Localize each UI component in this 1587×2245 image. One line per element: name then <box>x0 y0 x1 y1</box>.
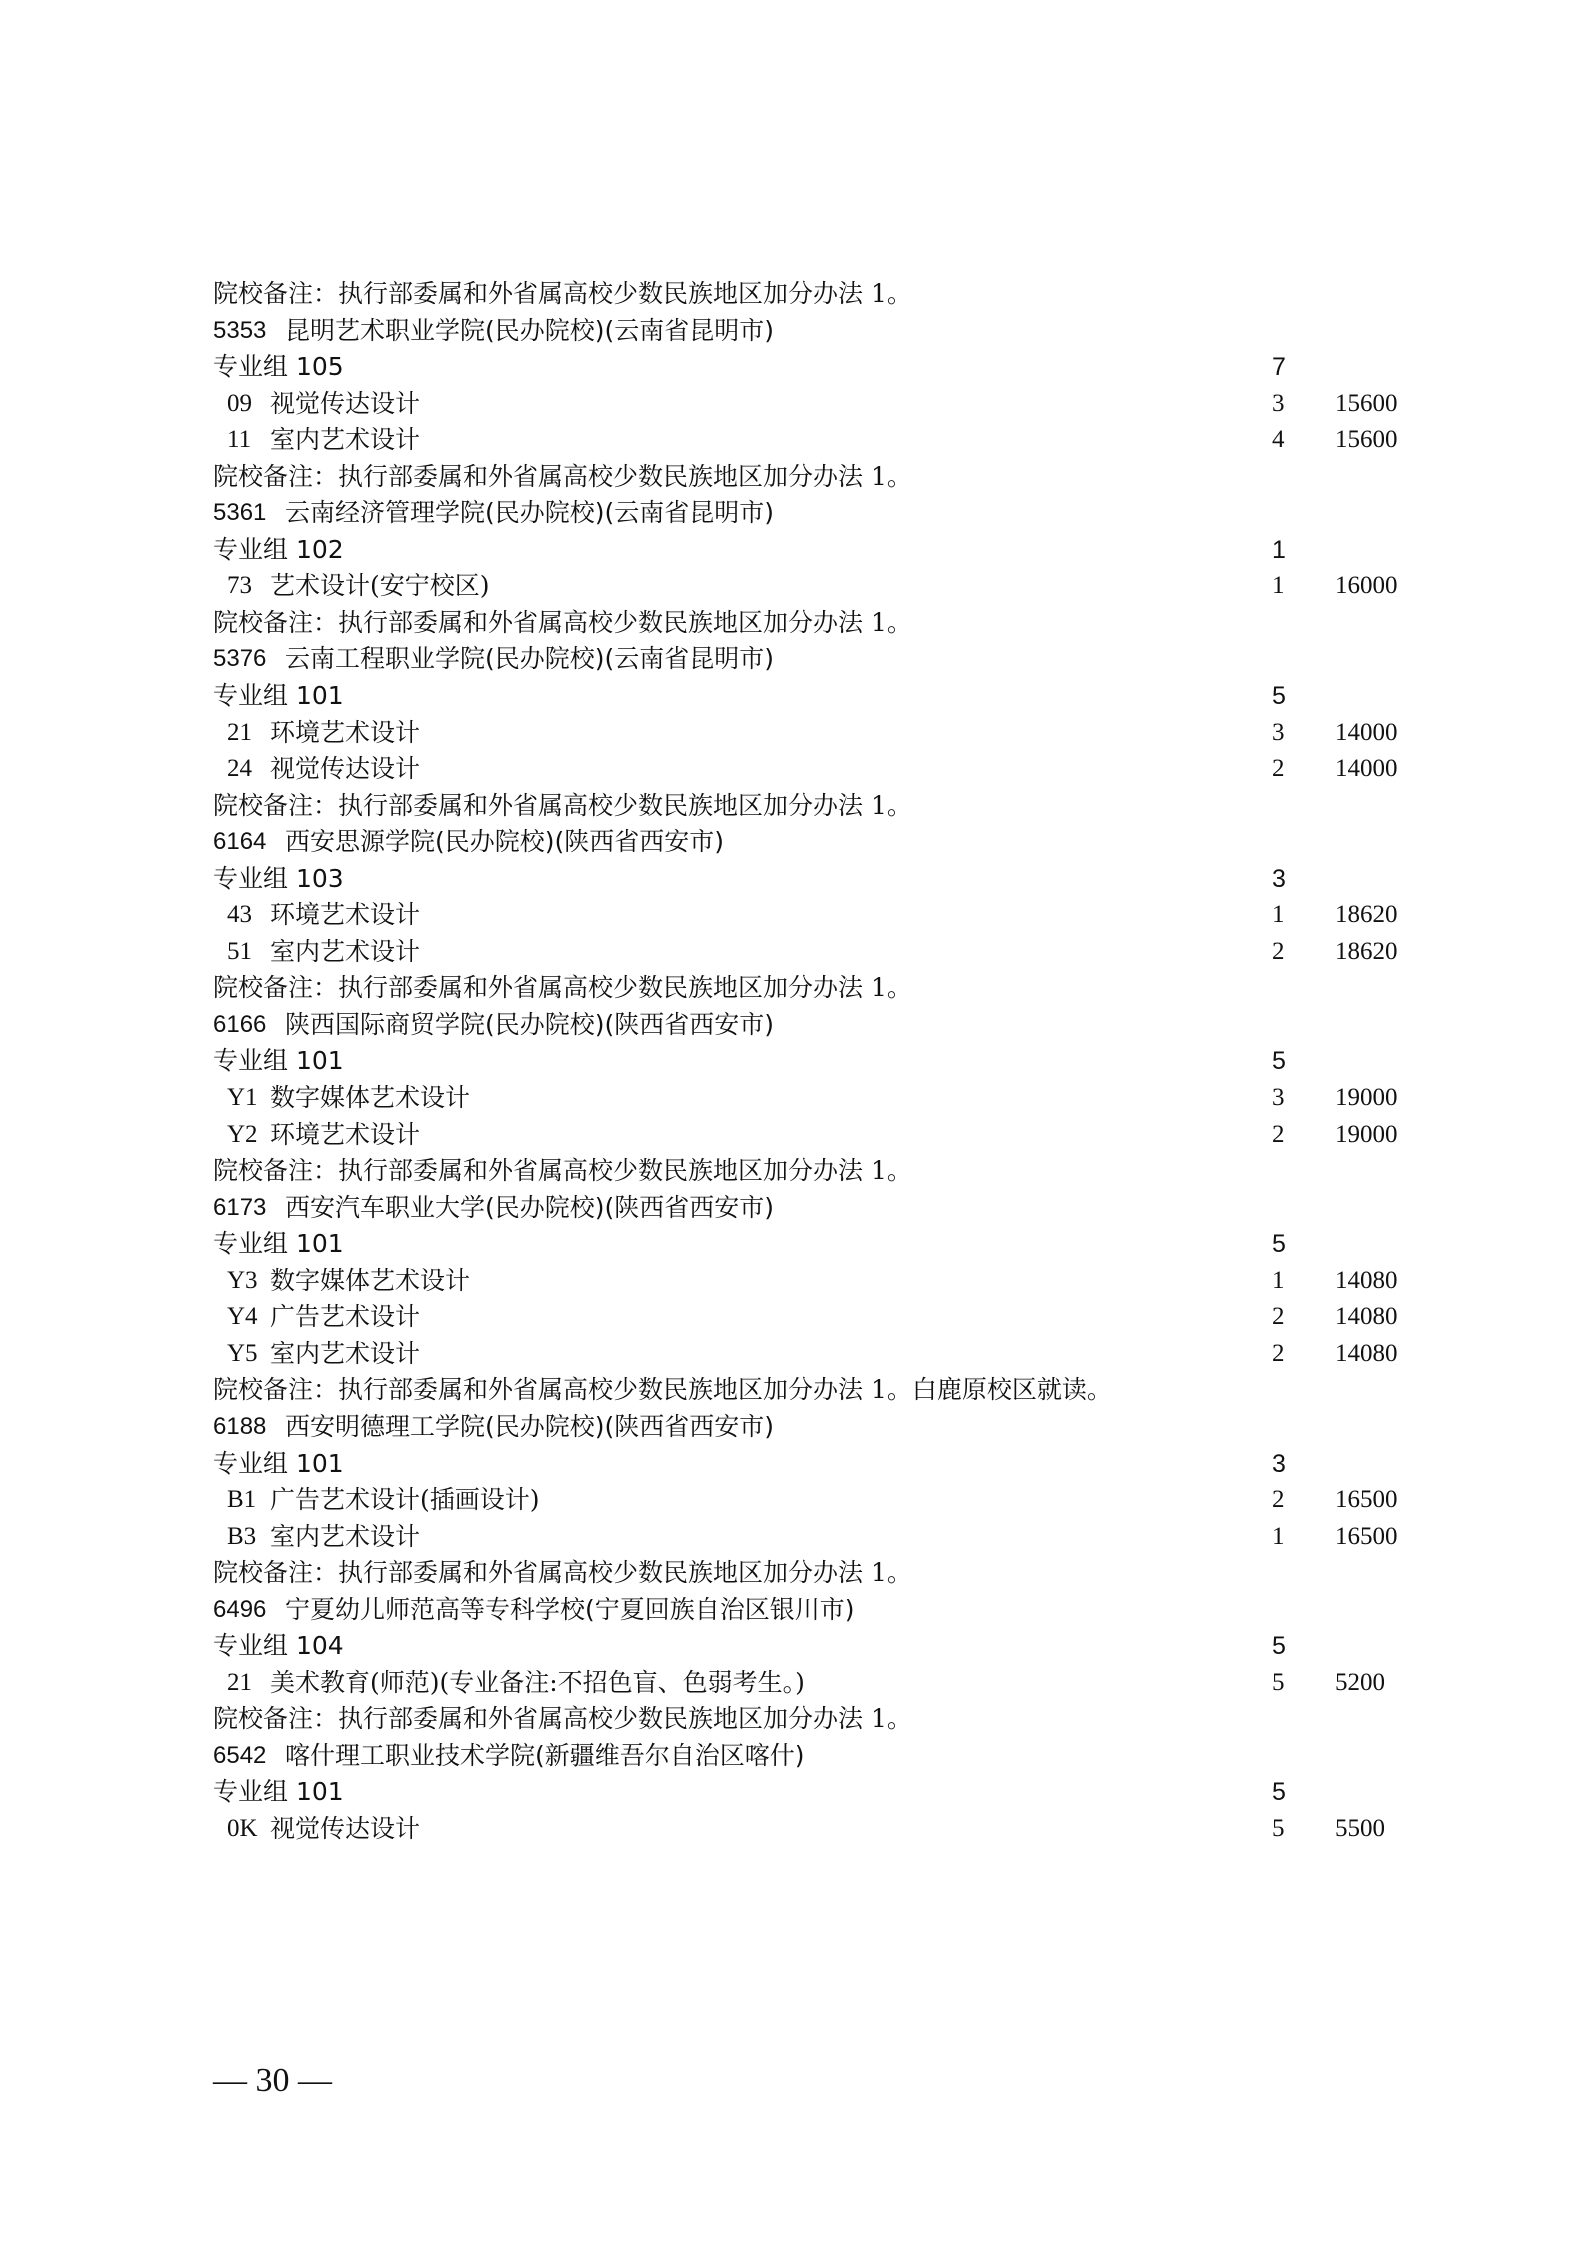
code-cell: Y5 <box>227 1339 258 1367</box>
major-group-line <box>213 1774 1413 1811</box>
tuition-fee: 5200 <box>1335 1668 1385 1696</box>
plan-count: 7 <box>1272 353 1286 382</box>
code-cell: Y4 <box>227 1303 258 1331</box>
major-row <box>213 568 1413 605</box>
line-text: 专业组 105 <box>213 352 344 382</box>
line-text: 院校备注：执行部委属和外省属高校少数民族地区加分办法 1。 <box>213 1558 912 1588</box>
school-header-line <box>213 641 1413 678</box>
name-cell: 环境艺术设计 <box>270 1119 421 1149</box>
code-cell: 5361 <box>213 499 267 527</box>
code-cell: 0K <box>227 1814 258 1842</box>
major-row <box>213 422 1413 459</box>
plan-count: 2 <box>1272 1339 1285 1367</box>
line-text: 专业组 103 <box>213 863 344 893</box>
school-header-line <box>213 495 1413 532</box>
name-cell: 西安汽车职业大学(民办院校)(陕西省西安市) <box>285 1192 775 1222</box>
name-cell: 广告艺术设计(插画设计) <box>270 1485 540 1515</box>
code-cell: 6496 <box>213 1595 267 1623</box>
school-remark-line <box>213 1701 1413 1738</box>
plan-count: 2 <box>1272 1303 1285 1331</box>
name-cell: 数字媒体艺术设计 <box>270 1265 471 1295</box>
school-header-line <box>213 1007 1413 1044</box>
tuition-fee: 16500 <box>1335 1522 1398 1550</box>
plan-count: 3 <box>1272 864 1286 893</box>
major-row <box>213 1665 1413 1702</box>
tuition-fee: 16500 <box>1335 1486 1398 1514</box>
plan-count: 2 <box>1272 1120 1285 1148</box>
name-cell: 环境艺术设计 <box>270 717 421 747</box>
major-row <box>213 1263 1413 1300</box>
line-text: 院校备注：执行部委属和外省属高校少数民族地区加分办法 1。 <box>213 790 912 820</box>
line-text: 院校备注：执行部委属和外省属高校少数民族地区加分办法 1。 <box>213 1156 912 1186</box>
plan-count: 5 <box>1272 1814 1285 1842</box>
code-cell: 6188 <box>213 1412 267 1440</box>
code-cell: 5353 <box>213 316 267 344</box>
name-cell: 美术教育(师范)(专业备注:不招色盲、色弱考生。) <box>270 1667 805 1697</box>
plan-count: 2 <box>1272 937 1285 965</box>
school-remark-line <box>213 276 1413 313</box>
major-row <box>213 934 1413 971</box>
tuition-fee: 19000 <box>1335 1084 1398 1112</box>
name-cell: 室内艺术设计 <box>270 1338 421 1368</box>
major-group-line <box>213 1628 1413 1665</box>
plan-count: 3 <box>1272 1084 1285 1112</box>
plan-count: 1 <box>1272 901 1285 929</box>
code-cell: 73 <box>227 572 252 600</box>
school-header-line <box>213 1190 1413 1227</box>
school-remark-line <box>213 1372 1413 1409</box>
name-cell: 数字媒体艺术设计 <box>270 1083 471 1113</box>
major-row <box>213 1299 1413 1336</box>
name-cell: 视觉传达设计 <box>270 388 421 418</box>
plan-count: 3 <box>1272 1449 1286 1478</box>
name-cell: 陕西国际商贸学院(民办院校)(陕西省西安市) <box>285 1009 775 1039</box>
line-text: 专业组 101 <box>213 1777 344 1807</box>
major-row <box>213 715 1413 752</box>
line-text: 专业组 101 <box>213 1229 344 1259</box>
name-cell: 云南工程职业学院(民办院校)(云南省昆明市) <box>285 644 775 674</box>
plan-count: 1 <box>1272 572 1285 600</box>
tuition-fee: 18620 <box>1335 901 1398 929</box>
major-group-line <box>213 1226 1413 1263</box>
name-cell: 室内艺术设计 <box>270 425 421 455</box>
school-remark-line <box>213 788 1413 825</box>
school-remark-line <box>213 970 1413 1007</box>
name-cell: 广告艺术设计 <box>270 1302 421 1332</box>
name-cell: 云南经济管理学院(民办院校)(云南省昆明市) <box>285 498 775 528</box>
name-cell: 视觉传达设计 <box>270 754 421 784</box>
school-header-line <box>213 1738 1413 1775</box>
line-text: 院校备注：执行部委属和外省属高校少数民族地区加分办法 1。 <box>213 461 912 491</box>
school-remark-line <box>213 605 1413 642</box>
code-cell: Y3 <box>227 1266 258 1294</box>
name-cell: 宁夏幼儿师范高等专科学校(宁夏回族自治区银川市) <box>285 1594 855 1624</box>
school-header-line <box>213 824 1413 861</box>
tuition-fee: 14080 <box>1335 1303 1398 1331</box>
major-row <box>213 897 1413 934</box>
plan-count: 5 <box>1272 1230 1286 1259</box>
line-text: 专业组 101 <box>213 1046 344 1076</box>
tuition-fee: 14080 <box>1335 1339 1398 1367</box>
tuition-fee: 18620 <box>1335 937 1398 965</box>
school-header-line <box>213 313 1413 350</box>
plan-count: 4 <box>1272 426 1285 454</box>
plan-count: 5 <box>1272 1632 1286 1661</box>
line-text: 专业组 104 <box>213 1631 344 1661</box>
code-cell: 11 <box>227 426 252 454</box>
code-cell: 6173 <box>213 1193 267 1221</box>
major-row <box>213 1482 1413 1519</box>
major-row <box>213 1080 1413 1117</box>
line-text: 专业组 101 <box>213 681 344 711</box>
line-text: 院校备注：执行部委属和外省属高校少数民族地区加分办法 1。 <box>213 1704 912 1734</box>
name-cell: 昆明艺术职业学院(民办院校)(云南省昆明市) <box>285 315 775 345</box>
school-header-line <box>213 1592 1413 1629</box>
major-row <box>213 1117 1413 1154</box>
name-cell: 西安思源学院(民办院校)(陕西省西安市) <box>285 827 725 857</box>
tuition-fee: 19000 <box>1335 1120 1398 1148</box>
major-row <box>213 751 1413 788</box>
plan-count: 5 <box>1272 682 1286 711</box>
major-group-line <box>213 349 1413 386</box>
tuition-fee: 15600 <box>1335 389 1398 417</box>
name-cell: 室内艺术设计 <box>270 1521 421 1551</box>
name-cell: 视觉传达设计 <box>270 1813 421 1843</box>
name-cell: 环境艺术设计 <box>270 900 421 930</box>
major-row <box>213 1519 1413 1556</box>
name-cell: 室内艺术设计 <box>270 936 421 966</box>
line-text: 院校备注：执行部委属和外省属高校少数民族地区加分办法 1。 <box>213 607 912 637</box>
major-row <box>213 1336 1413 1373</box>
plan-count: 2 <box>1272 1486 1285 1514</box>
admission-plan-list <box>213 276 1413 1848</box>
code-cell: 43 <box>227 901 252 929</box>
major-row <box>213 386 1413 423</box>
name-cell: 艺术设计(安宁校区) <box>270 571 490 601</box>
code-cell: B1 <box>227 1486 257 1514</box>
tuition-fee: 16000 <box>1335 572 1398 600</box>
name-cell: 喀什理工职业技术学院(新疆维吾尔自治区喀什) <box>285 1740 805 1770</box>
code-cell: 51 <box>227 937 252 965</box>
school-remark-line <box>213 1555 1413 1592</box>
plan-count: 1 <box>1272 535 1286 564</box>
code-cell: B3 <box>227 1522 257 1550</box>
code-cell: 6164 <box>213 828 267 856</box>
plan-count: 5 <box>1272 1668 1285 1696</box>
plan-count: 5 <box>1272 1047 1286 1076</box>
school-header-line <box>213 1409 1413 1446</box>
code-cell: 24 <box>227 755 252 783</box>
major-group-line <box>213 861 1413 898</box>
code-cell: 09 <box>227 389 252 417</box>
code-cell: 6542 <box>213 1741 267 1769</box>
code-cell: 6166 <box>213 1010 267 1038</box>
school-remark-line <box>213 459 1413 496</box>
line-text: 专业组 102 <box>213 534 344 564</box>
tuition-fee: 14000 <box>1335 755 1398 783</box>
tuition-fee: 14000 <box>1335 718 1398 746</box>
code-cell: 21 <box>227 718 252 746</box>
line-text: 院校备注：执行部委属和外省属高校少数民族地区加分办法 1。 <box>213 973 912 1003</box>
major-group-line <box>213 1446 1413 1483</box>
tuition-fee: 15600 <box>1335 426 1398 454</box>
plan-count: 3 <box>1272 718 1285 746</box>
major-group-line <box>213 532 1413 569</box>
tuition-fee: 14080 <box>1335 1266 1398 1294</box>
code-cell: Y1 <box>227 1084 258 1112</box>
line-text: 院校备注：执行部委属和外省属高校少数民族地区加分办法 1。白鹿原校区就读。 <box>213 1375 1112 1405</box>
line-text: 院校备注：执行部委属和外省属高校少数民族地区加分办法 1。 <box>213 279 912 308</box>
code-cell: 5376 <box>213 645 267 673</box>
plan-count: 5 <box>1272 1778 1286 1807</box>
major-group-line <box>213 1043 1413 1080</box>
name-cell: 西安明德理工学院(民办院校)(陕西省西安市) <box>285 1411 775 1441</box>
page-number: — 30 — <box>213 2062 332 2099</box>
tuition-fee: 5500 <box>1335 1814 1385 1842</box>
major-group-line <box>213 678 1413 715</box>
major-row <box>213 1811 1413 1848</box>
code-cell: Y2 <box>227 1120 258 1148</box>
school-remark-line <box>213 1153 1413 1190</box>
plan-count: 1 <box>1272 1266 1285 1294</box>
line-text: 专业组 101 <box>213 1448 344 1478</box>
plan-count: 1 <box>1272 1522 1285 1550</box>
plan-count: 3 <box>1272 389 1285 417</box>
plan-count: 2 <box>1272 755 1285 783</box>
code-cell: 21 <box>227 1668 252 1696</box>
